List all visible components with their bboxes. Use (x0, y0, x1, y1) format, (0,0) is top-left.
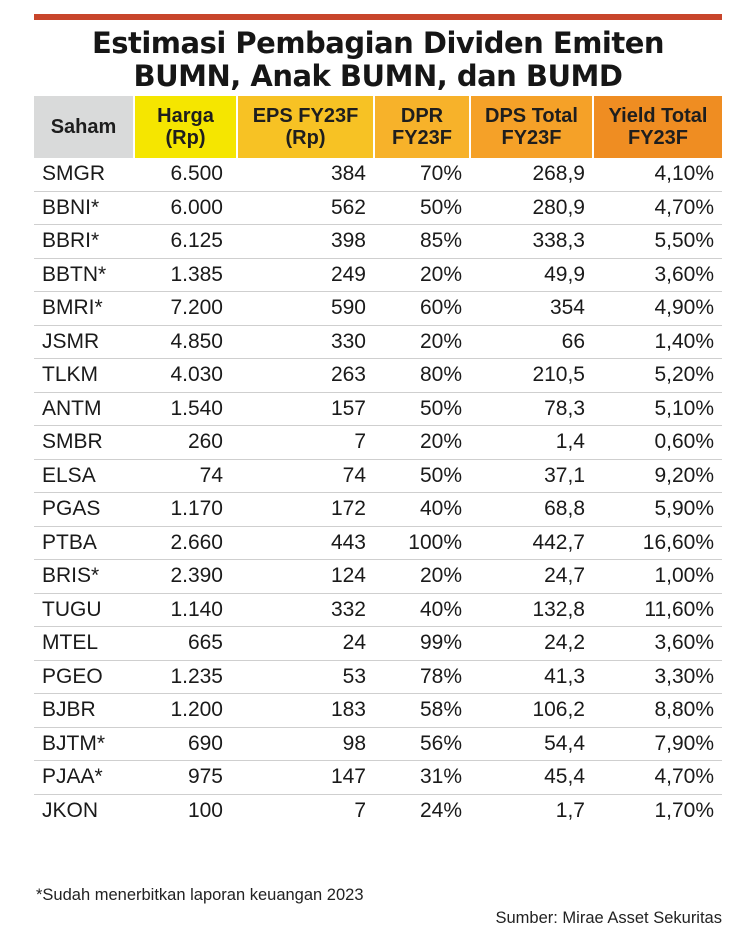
cell-dps-total: 442,7 (470, 526, 593, 560)
cell-yield-total: 7,90% (593, 727, 722, 761)
cell-dps-total: 54,4 (470, 727, 593, 761)
table-row (34, 560, 722, 594)
cell-eps: 157 (237, 392, 374, 426)
header-dpr-line1: DPR (400, 105, 444, 127)
cell-saham: PTBA (34, 526, 134, 560)
cell-yield-total: 5,10% (593, 392, 722, 426)
table-row (34, 426, 722, 460)
cell-dps-total: 45,4 (470, 761, 593, 795)
cell-dps-total: 132,8 (470, 593, 593, 627)
table-body (34, 158, 722, 827)
header-eps (237, 96, 374, 158)
cell-dpr: 50% (374, 459, 470, 493)
header-yield-line2: FY23F (627, 127, 689, 149)
cell-yield-total: 4,70% (593, 761, 722, 795)
table-row (34, 359, 722, 393)
cell-dpr: 50% (374, 392, 470, 426)
cell-yield-total: 3,60% (593, 258, 722, 292)
source-credit: Sumber: Mirae Asset Sekuritas (495, 909, 722, 927)
cell-dps-total: 338,3 (470, 225, 593, 259)
table-row (34, 593, 722, 627)
header-row (34, 96, 722, 158)
cell-dpr: 78% (374, 660, 470, 694)
cell-yield-total: 0,60% (593, 426, 722, 460)
table-row (34, 727, 722, 761)
cell-saham: JKON (34, 794, 134, 827)
cell-dps-total: 68,8 (470, 493, 593, 527)
cell-eps: 7 (237, 794, 374, 827)
cell-saham: JSMR (34, 325, 134, 359)
cell-eps: 124 (237, 560, 374, 594)
cell-dps-total: 1,7 (470, 794, 593, 827)
cell-dpr: 70% (419, 162, 462, 186)
header-harga-line1: Harga (157, 105, 214, 127)
cell-harga: 690 (134, 727, 237, 761)
cell-dps-total: 24,7 (470, 560, 593, 594)
header-dpr (374, 96, 470, 158)
cell-dps-total: 280,9 (470, 191, 593, 225)
header-harga (134, 96, 237, 158)
cell-dpr: 20% (374, 426, 470, 460)
cell-harga: 1.235 (134, 660, 237, 694)
cell-dpr: 56% (374, 727, 470, 761)
cell-yield-total: 16,60% (593, 526, 722, 560)
cell-dps-total: 1,4 (470, 426, 593, 460)
cell-dpr: 58% (374, 694, 470, 728)
table-row (34, 694, 722, 728)
cell-eps: 443 (237, 526, 374, 560)
cell-dps-total: 49,9 (470, 258, 593, 292)
cell-saham: BBRI* (34, 225, 134, 259)
cell-saham: PGAS (34, 493, 134, 527)
table-row (34, 660, 722, 694)
cell-harga: 975 (134, 761, 237, 795)
header-saham-label: Saham (50, 116, 117, 138)
cell-dps-total: 268,9 (532, 162, 585, 186)
footnote: *Sudah menerbitkan laporan keuangan 2023 (36, 886, 364, 904)
cell-dps-total: 41,3 (470, 660, 593, 694)
table-row (34, 761, 722, 795)
title-line-1: Estimasi Pembagian Dividen Emiten (91, 26, 665, 60)
header-dps-line1: DPS Total (485, 105, 578, 127)
cell-harga: 4.030 (134, 359, 237, 393)
table-row (34, 292, 722, 326)
cell-eps: 98 (237, 727, 374, 761)
cell-eps: 590 (237, 292, 374, 326)
cell-dps-total: 210,5 (470, 359, 593, 393)
cell-yield-total: 9,20% (593, 459, 722, 493)
cell-dpr: 80% (374, 359, 470, 393)
cell-saham: TLKM (34, 359, 134, 393)
cell-eps: 147 (237, 761, 374, 795)
cell-harga: 1.200 (134, 694, 237, 728)
cell-saham: BBNI* (34, 191, 134, 225)
cell-yield-total: 3,30% (593, 660, 722, 694)
cell-saham: BBTN* (34, 258, 134, 292)
cell-dps-total: 37,1 (470, 459, 593, 493)
table-row (34, 526, 722, 560)
cell-dps-total: 78,3 (470, 392, 593, 426)
cell-dpr: 60% (374, 292, 470, 326)
cell-dpr: 99% (374, 627, 470, 661)
table-row (34, 459, 722, 493)
cell-saham: PJAA* (34, 761, 134, 795)
cell-eps: 330 (237, 325, 374, 359)
cell-yield-total: 8,80% (593, 694, 722, 728)
header-eps-line2: (Rp) (285, 127, 326, 149)
cell-saham: ANTM (34, 392, 134, 426)
cell-eps: 398 (237, 225, 374, 259)
cell-dps-total: 66 (470, 325, 593, 359)
cell-harga: 1.140 (134, 593, 237, 627)
cell-dpr: 40% (374, 493, 470, 527)
cell-saham: BRIS* (34, 560, 134, 594)
table-row (34, 493, 722, 527)
cell-dpr: 24% (374, 794, 470, 827)
cell-harga: 6.500 (170, 162, 223, 186)
cell-yield-total: 4,70% (593, 191, 722, 225)
cell-dpr: 31% (374, 761, 470, 795)
cell-eps: 53 (237, 660, 374, 694)
cell-harga: 2.660 (134, 526, 237, 560)
header-harga-line2: (Rp) (165, 127, 206, 149)
cell-saham: MTEL (34, 627, 134, 661)
cell-dps-total: 24,2 (470, 627, 593, 661)
cell-saham: SMBR (34, 426, 134, 460)
cell-saham: SMGR (42, 162, 105, 186)
header-saham (34, 96, 134, 158)
cell-dps-total: 354 (470, 292, 593, 326)
table-row (34, 225, 722, 259)
header-eps-line1: EPS FY23F (252, 105, 359, 127)
cell-eps: 384 (330, 162, 366, 186)
cell-yield-total: 5,50% (593, 225, 722, 259)
accent-bar (34, 14, 722, 20)
cell-eps: 332 (237, 593, 374, 627)
table-row (34, 794, 722, 827)
cell-yield-total: 1,70% (593, 794, 722, 827)
cell-eps: 74 (237, 459, 374, 493)
cell-harga: 74 (134, 459, 237, 493)
cell-eps: 263 (237, 359, 374, 393)
cell-harga: 1.540 (134, 392, 237, 426)
cell-saham: TUGU (34, 593, 134, 627)
title-line-2: BUMN, Anak BUMN, dan BUMD (133, 59, 623, 93)
cell-yield-total: 1,00% (593, 560, 722, 594)
cell-eps: 562 (237, 191, 374, 225)
cell-dpr: 20% (374, 560, 470, 594)
header-yield-total (593, 96, 722, 158)
cell-harga: 4.850 (134, 325, 237, 359)
cell-dpr: 20% (374, 258, 470, 292)
cell-saham: BJBR (34, 694, 134, 728)
cell-harga: 1.385 (134, 258, 237, 292)
header-dpr-line2: FY23F (391, 127, 453, 149)
table-row (34, 627, 722, 661)
table-row (34, 191, 722, 225)
header-dps-total (470, 96, 593, 158)
cell-harga: 6.000 (134, 191, 237, 225)
cell-harga: 665 (134, 627, 237, 661)
cell-eps: 249 (237, 258, 374, 292)
cell-saham: ELSA (34, 459, 134, 493)
page-title (34, 27, 722, 93)
header-dps-line2: FY23F (501, 127, 562, 149)
cell-eps: 24 (237, 627, 374, 661)
cell-yield-total: 4,90% (593, 292, 722, 326)
cell-dpr: 40% (374, 593, 470, 627)
cell-harga: 1.170 (134, 493, 237, 527)
cell-dpr: 50% (374, 191, 470, 225)
cell-dps-total: 106,2 (470, 694, 593, 728)
cell-eps: 183 (237, 694, 374, 728)
cell-yield-total: 11,60% (593, 593, 722, 627)
cell-dpr: 20% (374, 325, 470, 359)
cell-harga: 7.200 (134, 292, 237, 326)
cell-harga: 260 (134, 426, 237, 460)
cell-yield-total: 3,60% (593, 627, 722, 661)
table-row (34, 392, 722, 426)
cell-yield-total: 1,40% (593, 325, 722, 359)
cell-dpr: 85% (374, 225, 470, 259)
cell-saham: BJTM* (34, 727, 134, 761)
table-row (34, 258, 722, 292)
table-row (34, 325, 722, 359)
cell-yield-total: 5,90% (593, 493, 722, 527)
cell-dpr: 100% (374, 526, 470, 560)
cell-yield-total: 4,10% (654, 162, 714, 186)
cell-eps: 7 (237, 426, 374, 460)
cell-harga: 6.125 (134, 225, 237, 259)
cell-saham: PGEO (34, 660, 134, 694)
cell-harga: 2.390 (134, 560, 237, 594)
cell-yield-total: 5,20% (593, 359, 722, 393)
cell-saham: BMRI* (34, 292, 134, 326)
header-yield-line1: Yield Total (608, 105, 708, 127)
cell-eps: 172 (237, 493, 374, 527)
dividend-table (34, 96, 722, 827)
cell-harga: 100 (134, 794, 237, 827)
table-row (34, 158, 722, 191)
